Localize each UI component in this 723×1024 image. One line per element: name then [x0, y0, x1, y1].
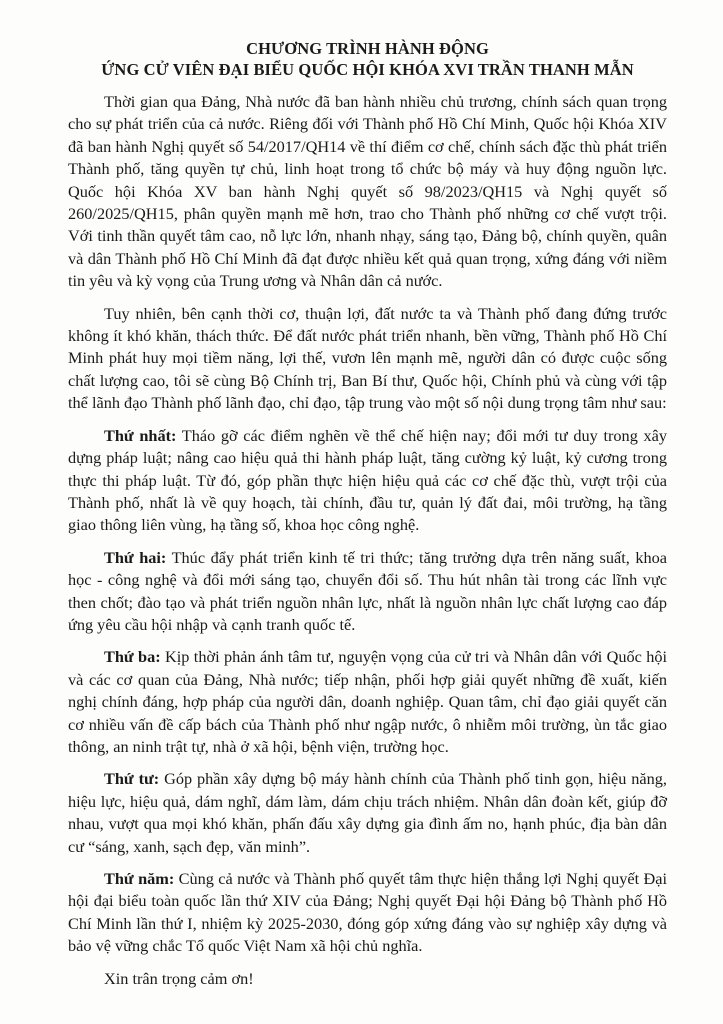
closing-line: Xin trân trọng cảm ơn! — [104, 968, 254, 988]
paragraph-point-1 — [68, 425, 667, 537]
paragraph-text: Kịp thời phản ánh tâm tư, nguyện vọng của cử tri và Nhân dân với Quốc hội và các cơ quan của Đảng, Nhà nước; tiếp nhận, phối hợp giải quyết những đề xuất, kiến nghị chính đáng, hợp pháp của người dân, doanh nghiệp. Quan tâm, chỉ đạo giải quyết căn cơ nhiều vấn đề cấp bách của Thành phố như ngập nước, ô nhiễm môi trường, ùn tắc giao thông, an ninh trật tự, nhà ở xã hội, bệnh viện, trường học. — [68, 647, 668, 756]
document-title-block — [68, 38, 667, 80]
paragraph-text: Thúc đẩy phát triển kinh tế tri thức; tăng trưởng dựa trên năng suất, khoa học - công nghệ và đổi mới sáng tạo, chuyển đổi số. Thu hút nhân tài trong các lĩnh vực then chốt; đào tạo và phát triển nguồn nhân lực, nhất là nguồn nhân lực chất lượng cao đáp ứng yêu cầu hội nhập và cạnh tranh quốc tế. — [68, 547, 667, 634]
point-heading: Thứ hai: — [104, 547, 167, 567]
paragraph-text: Tháo gỡ các điểm nghẽn về thể chế hiện nay; đổi mới tư duy trong xây dựng pháp luật; nâng cao hiệu quả thi hành pháp luật, tăng cường kỷ luật, kỷ cương trong thực thi pháp luật. Từ đó, góp phần thực hiện hiệu quả các cơ chế đặc thù, vượt trội của Thành phố, nhất là về quy hoạch, tài chính, đầu tư, quản lý đất đai, môi trường, hạ tầng giao thông liên vùng, hạ tầng số, khoa học công nghệ. — [68, 425, 667, 535]
document-title: CHƯƠNG TRÌNH HÀNH ĐỘNG — [246, 39, 489, 58]
paragraph-text: Góp phần xây dựng bộ máy hành chính của Thành phố tinh gọn, hiệu năng, hiệu lực, hiệu quả, dám nghĩ, dám làm, dám chịu trách nhiệm. Nhân dân đoàn kết, giúp đỡ nhau, vượt qua mọi khó khăn, phấn đấu xây dựng gia đình ấm no, hạnh phúc, địa bàn dân cư “sáng, xanh, sạch đẹp, văn minh”. — [68, 769, 668, 856]
paragraph-text: Cùng cả nước và Thành phố quyết tâm thực hiện thắng lợi Nghị quyết Đại hội đại biểu toàn quốc lần thứ XIV của Đảng; Nghị quyết Đại hội Đảng bộ Thành phố Hồ Chí Minh lần thứ I, nhiệm kỳ 2025-2030, đóng góp xứng đáng vào sự nghiệp xây dựng và bảo vệ vững chắc Tổ quốc Việt Nam xã hội chủ nghĩa. — [68, 869, 667, 956]
point-heading: Thứ ba: — [104, 647, 161, 667]
paragraph-point-5 — [68, 868, 667, 958]
point-heading: Thứ năm: — [104, 869, 175, 888]
paragraph-point-3 — [68, 646, 667, 758]
paragraph-intro — [68, 91, 667, 293]
paragraph-point-4 — [68, 768, 667, 858]
paragraph-text: Thời gian qua Đảng, Nhà nước đã ban hành nhiều chủ trương, chính sách quan trọng cho sự phát triển của cả nước. Riêng đối với Thành phố Hồ Chí Minh, Quốc hội Khóa XIV đã ban hành Nghị quyết số 54/2017/QH14 về thí điểm cơ chế, chính sách đặc thù phát triển Thành phố, tăng quyền tự chủ, linh hoạt trong tổ chức bộ máy và huy động nguồn lực. Quốc hội Khóa XV ban hành Nghị quyết số 98/2023/QH15 và Nghị quyết số 260/2025/QH15, phân quyền mạnh mẽ hơn, trao cho Thành phố những cơ chế vượt trội. Với tinh thần quyết tâm cao, nỗ lực lớn, nhanh nhạy, sáng tạo, Đảng bộ, chính quyền, quân và dân Thành phố Hồ Chí Minh đã đạt được nhiều kết quả quan trọng, xứng đáng với niềm tin yêu và kỳ vọng của Trung ương và Nhân dân cả nước. — [68, 92, 667, 291]
paragraph-point-2 — [68, 547, 667, 637]
paragraph-context — [68, 303, 667, 415]
document-subtitle: ỨNG CỬ VIÊN ĐẠI BIỂU QUỐC HỘI KHÓA XVI TRẦN THANH MẪN — [101, 60, 634, 79]
point-heading: Thứ tư: — [104, 769, 160, 789]
point-heading: Thứ nhất: — [104, 425, 177, 445]
paragraph-text: Tuy nhiên, bên cạnh thời cơ, thuận lợi, đất nước ta và Thành phố đang đứng trước không ít khó khăn, thách thức. Để đất nước phát triển nhanh, bền vững, Thành phố Hồ Chí Minh phát huy mọi tiềm năng, lợi thế, vươn lên mạnh mẽ, người dân có được cuộc sống chất lượng cao, tôi sẽ cùng Bộ Chính trị, Ban Bí thư, Quốc hội, Chính phủ và cùng với tập thể lãnh đạo Thành phố lãnh đạo, chỉ đạo, tập trung vào một số nội dung trọng tâm như sau: — [68, 303, 667, 413]
